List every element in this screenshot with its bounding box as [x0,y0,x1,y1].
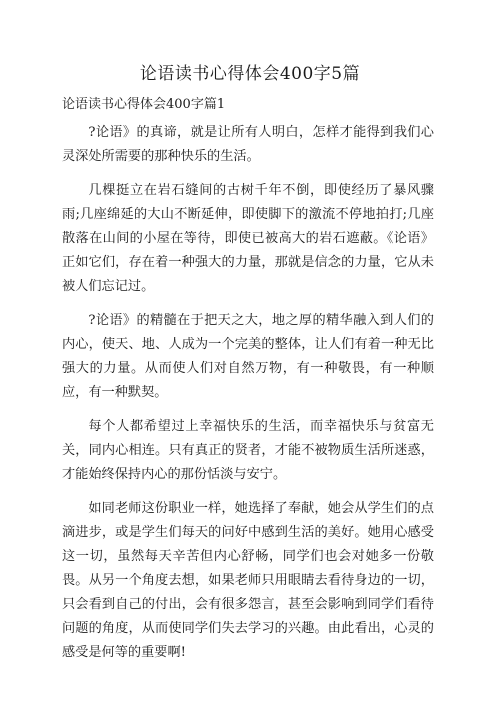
paragraph: 每个人都希望过上幸福快乐的生活，而幸福快乐与贫富无关，同内心相连。只有真正的贤者，才能不被物质生活所迷惑，才能始终保持内心的那份恬淡与安宁。 [62,419,434,482]
document-body [62,121,434,675]
document-title: 论语读书心得体会400字5篇 [139,64,361,84]
paragraph: 几棵挺立在岩石缝间的古树千年不倒，即使经历了暴风骤雨;几座绵延的大山不断延伸，即使脚下的激流不停地拍打;几座散落在山间的小屋在等待，即使已被高大的岩石遮蔽。《论语》正如它们，存在着一种强大的力量，那就是信念的力量，它从未被人们忘记过。 [62,183,434,294]
paragraph: ?论语》的真谛，就是让所有人明白，怎样才能得到我们心灵深处所需要的那种快乐的生活。 [62,125,434,164]
paragraph: ?论语》的精髓在于把天之大，地之厚的精华融入到人们的内心，使天、地、人成为一个完美的整体，让人们有着一种无比强大的力量。从而使人们对自然万物，有一种敬畏，有一种顺应，有一种默契。 [62,313,434,400]
paragraph: 如同老师这份职业一样，她选择了奉献，她会从学生们的点滴进步，或是学生们每天的问好中感到生活的美好。她用心感受这一切，虽然每天辛苦但内心舒畅，同学们也会对她多一份敬畏。从另一个角度去想，如果老师只用眼睛去看待身边的一切，只会看到自己的付出，会有很多怨言，甚至会影响到同学们看待问题的角度，从而使同学们失去学习的兴趣。由此看出，心灵的感受是何等的重要啊! [62,501,434,660]
section-heading: 论语读书心得体会400字篇1 [62,97,226,112]
